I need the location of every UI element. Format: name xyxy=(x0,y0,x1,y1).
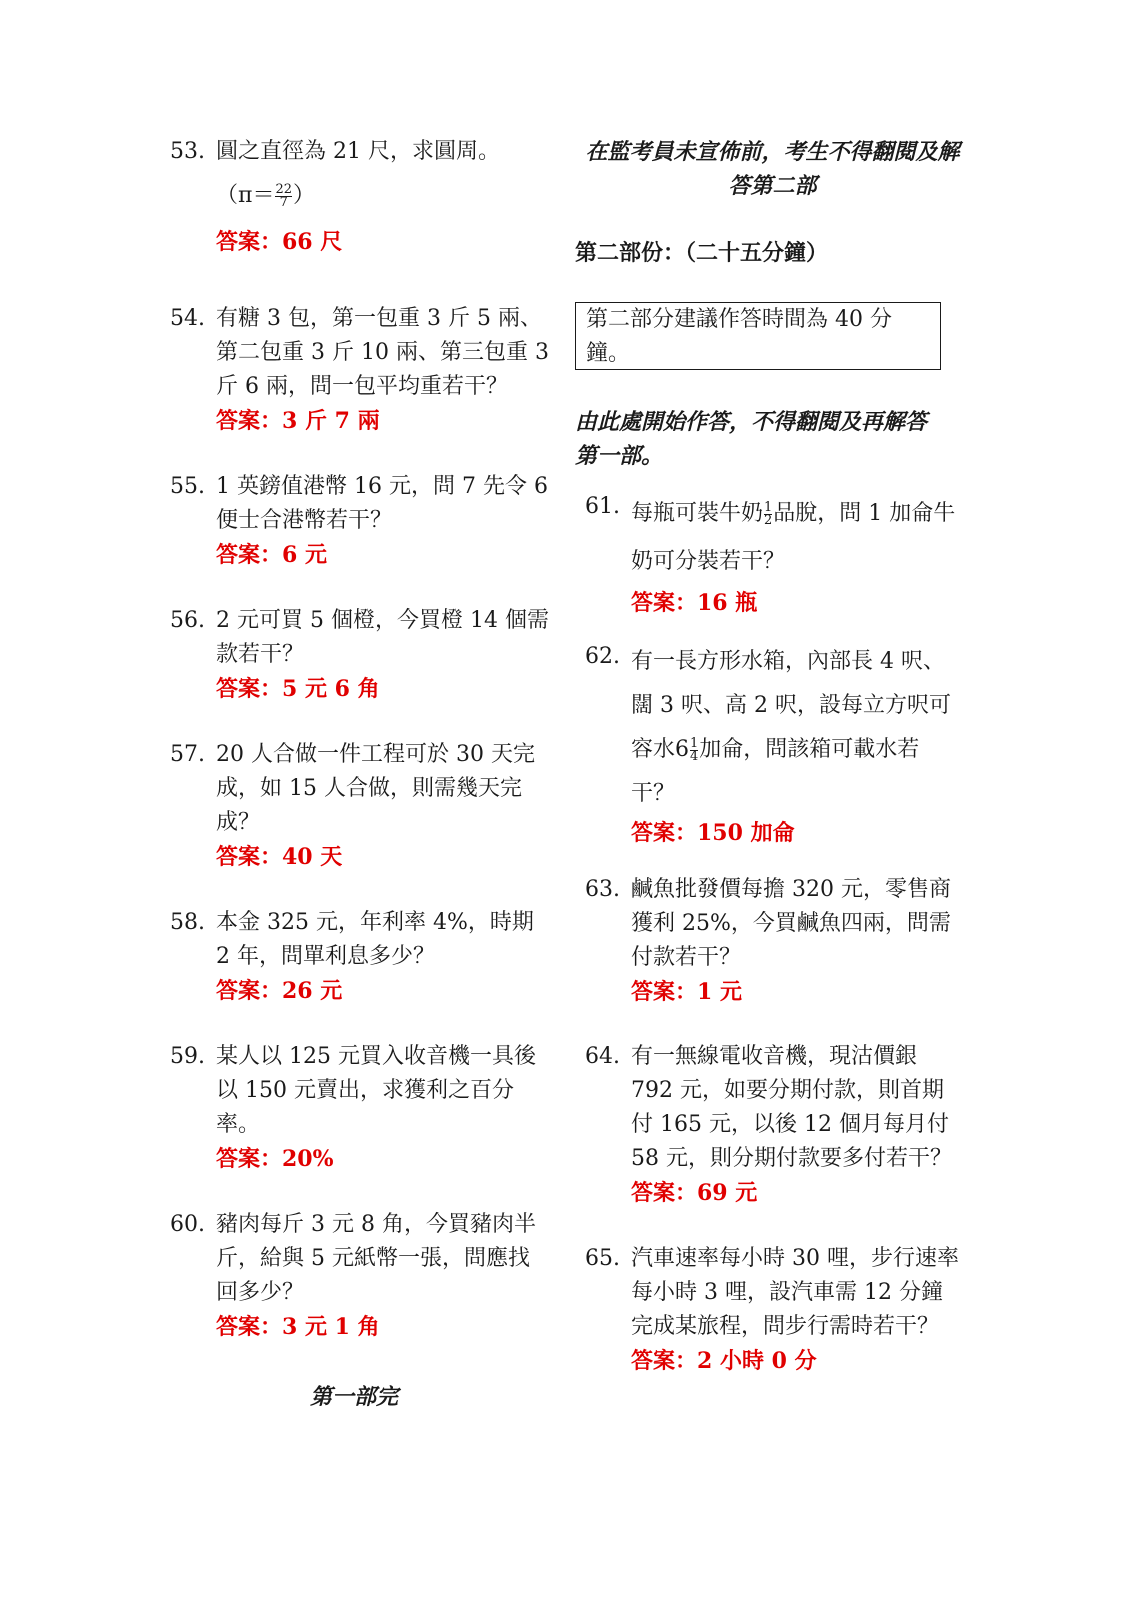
question-56 xyxy=(170,604,550,706)
question-text: 1 英鎊值港幣 16 元，問 7 先令 6 便士合港幣若干？ xyxy=(216,474,548,533)
question-text: 圓之直徑為 21 尺，求圓周。 xyxy=(216,139,500,164)
question-57 xyxy=(170,738,550,874)
question-58 xyxy=(170,906,550,1008)
answer: 答案：66 尺 xyxy=(216,229,343,255)
question-54 xyxy=(170,302,550,438)
warning-top: 在監考員未宣佈前，考生不得翻閱及解答第二部 xyxy=(585,139,960,199)
question-53 xyxy=(170,135,550,259)
question-text: 有一長方形水箱，內部長 4 呎、闊 3 呎、高 2 呎，設每立方呎可容水6 xyxy=(631,649,951,762)
answer: 答案：2 小時 0 分 xyxy=(631,1348,817,1374)
question-text: 2 元可買 5 個橙，今買橙 14 個需款若干？ xyxy=(216,608,549,667)
answer: 答案：150 加侖 xyxy=(631,820,795,846)
question-number: 56. xyxy=(170,608,205,633)
question-number: 53. xyxy=(170,139,205,164)
question-number: 57. xyxy=(170,742,205,767)
question-text: 某人以 125 元買入收音機一具後以 150 元賣出，求獲利之百分率。 xyxy=(216,1044,536,1137)
answer: 答案：3 斤 7 兩 xyxy=(216,408,380,434)
question-text: 本金 325 元，年利率 4%，時期 2 年，問單利息多少？ xyxy=(216,910,534,969)
question-text: 汽車速率每小時 30 哩，步行速率每小時 3 哩，設汽車需 12 分鐘完成某旅程，問步行需時若干？ xyxy=(631,1246,959,1339)
fraction: $\frac{1}{2}$ xyxy=(764,499,773,528)
answer: 答案：40 天 xyxy=(216,844,343,870)
question-61: 61. 每瓶可裝牛奶 $\frac{1}{2}$ 品脫，問 1 加侖牛奶可分裝若干？ 答案：16 瓶 xyxy=(585,490,960,620)
question-65 xyxy=(585,1242,960,1378)
question-number: 65. xyxy=(585,1246,620,1271)
question-text: 有一無線電收音機，現沽價銀 792 元，如要分期付款，則首期付 165 元，以後 12 個月每月付 58 元，則分期付款要多付若干？ xyxy=(631,1044,952,1171)
question-text: 豬肉每斤 3 元 8 角，今買豬肉半斤，給與 5 元紙幣一張，問應找回多少？ xyxy=(216,1212,536,1305)
question-number: 64. xyxy=(585,1044,620,1069)
answer: 答案：69 元 xyxy=(631,1180,758,1206)
question-number: 55. xyxy=(170,474,205,499)
question-number: 60. xyxy=(170,1212,205,1237)
question-text: 20 人合做一件工程可於 30 天完成，如 15 人合做，則需幾天完成？ xyxy=(216,742,535,835)
answer: 答案：1 元 xyxy=(631,979,742,1005)
part2-title: 第二部份：（二十五分鐘） xyxy=(575,240,829,266)
question-number: 59. xyxy=(170,1044,205,1069)
question-number: 54. xyxy=(170,306,205,331)
time-box: 第二部分建議作答時間為 40 分鐘。 xyxy=(575,302,941,370)
answer: 答案：3 元 1 角 xyxy=(216,1314,380,1340)
answer: 答案：20% xyxy=(216,1146,334,1172)
pi-note: （π＝ $\frac{22}{7}$ ） xyxy=(216,181,316,210)
question-number: 63. xyxy=(585,877,620,902)
answer: 答案：16 瓶 xyxy=(631,590,758,616)
question-60 xyxy=(170,1208,550,1344)
answer: 答案：26 元 xyxy=(216,978,343,1004)
part1-end-label: 第一部完 xyxy=(310,1384,399,1410)
question-62: 62. 有一長方形水箱，內部長 4 呎、闊 3 呎、高 2 呎，設每立方呎可容水6 $\frac{1}{4}$ 加侖，問該箱可載水若干？ 答案：150 加侖 xyxy=(585,640,960,850)
question-text: 鹹魚批發價每擔 320 元，零售商獲利 25%，今買鹹魚四兩，問需付款若干？ xyxy=(631,877,951,970)
question-number: 58. xyxy=(170,910,205,935)
pi-fraction: $\frac{22}{7}$ xyxy=(275,181,293,210)
question-64 xyxy=(585,1040,960,1210)
question-text: 每瓶可裝牛奶 xyxy=(631,501,764,526)
question-text: 有糖 3 包，第一包重 3 斤 5 兩、第二包重 3 斤 10 兩、第三包重 3 斤 6 兩，問一包平均重若干？ xyxy=(216,306,549,399)
question-59 xyxy=(170,1040,550,1176)
question-number: 62. xyxy=(585,644,620,669)
question-number: 61. xyxy=(585,494,620,519)
fraction: $\frac{1}{4}$ xyxy=(690,735,699,764)
warning-start: 由此處開始作答，不得翻閱及再解答第一部。 xyxy=(575,409,928,469)
question-63 xyxy=(585,873,960,1009)
answer: 答案：5 元 6 角 xyxy=(216,676,380,702)
answer: 答案：6 元 xyxy=(216,542,327,568)
question-55 xyxy=(170,470,550,572)
